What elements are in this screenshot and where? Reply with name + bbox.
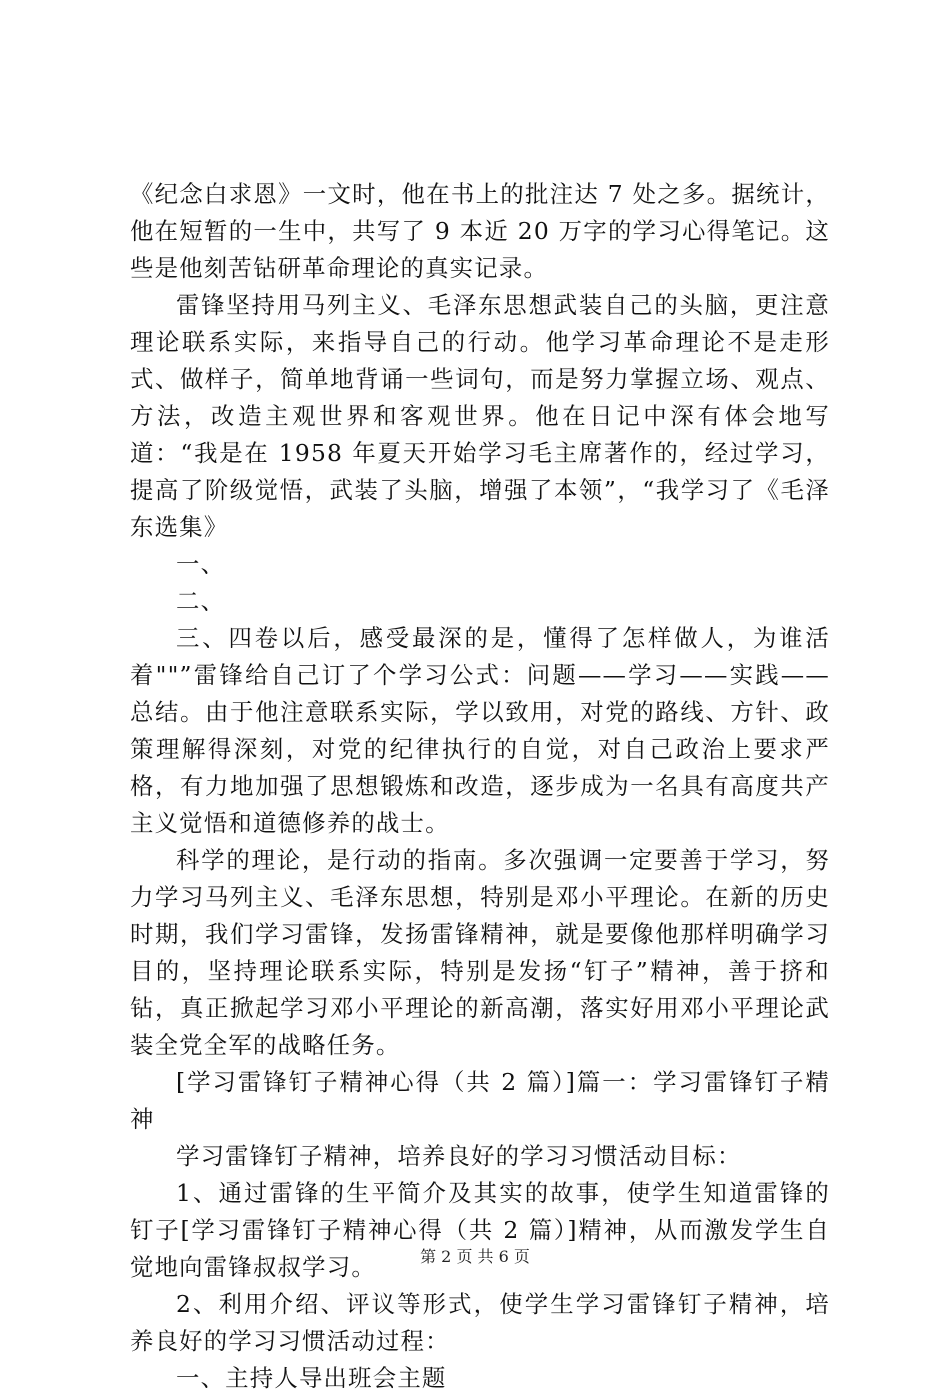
paragraph: 《纪念白求恩》一文时，他在书上的批注达 7 处之多。据统计，他在短暂的一生中，共写了 9 本近 20 万字的学习心得笔记。这些是他刻苦钻研革命理论的真实记录。 [130, 180, 830, 282]
paragraph: 科学的理论，是行动的指南。多次强调一定要善于学习，努力学习马列主义、毛泽东思想，特别是邓小平理论。在新的历史时期，我们学习雷锋，发扬雷锋精神，就是要像他那样明确学习目的，坚持理论联系实际，特别是发扬“钉子”精神，善于挤和钻，真正掀起学习邓小平理论的新高潮，落实好用邓小平理论武装全党全军的战略任务。 [130, 846, 830, 1059]
paragraph: 一、主持人导出班会主题 [176, 1364, 447, 1392]
paragraph: 学习雷锋钉子精神，培养良好的学习习惯活动目标： [176, 1142, 742, 1170]
paragraph: 雷锋坚持用马列主义、毛泽东思想武装自己的头脑，更注意理论联系实际，来指导自己的行动。他学习革命理论不是走形式、做样子，简单地背诵一些词句，而是努力掌握立场、观点、方法，改造主观世界和客观世界。他在日记中深有体会地写道：“我是在 1958 年夏天开始学习毛主席著作的，经过学习，提高了阶级觉悟，武装了头脑，增强了本领”，“我学习了《毛泽东选集》 [130, 291, 830, 541]
paragraph: 三、四卷以后，感受最深的是，懂得了怎样做人，为谁活着""”雷锋给自己订了个学习公式：问题——学习——实践——总结。由于他注意联系实际，学以致用，对党的路线、方针、政策理解得深刻，对党的纪律执行的自觉，对自己政治上要求严格，有力地加强了思想锻炼和改造，逐步成为一名具有高度共产主义觉悟和道德修养的战士。 [130, 624, 830, 837]
page-footer: 第 2 页 共 6 页 [420, 1247, 530, 1266]
paragraph: 二、 [176, 587, 226, 615]
paragraph: 一、 [176, 550, 226, 578]
document-body [130, 176, 830, 1397]
paragraph: 2、利用介绍、评议等形式，使学生学习雷锋钉子精神，培养良好的学习习惯活动过程： [130, 1290, 830, 1355]
paragraph: [学习雷锋钉子精神心得（共 2 篇）]篇一：学习雷锋钉子精神 [130, 1068, 830, 1133]
paragraph: 1、通过雷锋的生平简介及其实的故事，使学生知道雷锋的钉子[学习雷锋钉子精神心得（共 2 篇）]精神，从而激发学生自觉地向雷锋叔叔学习。 [130, 1179, 830, 1281]
